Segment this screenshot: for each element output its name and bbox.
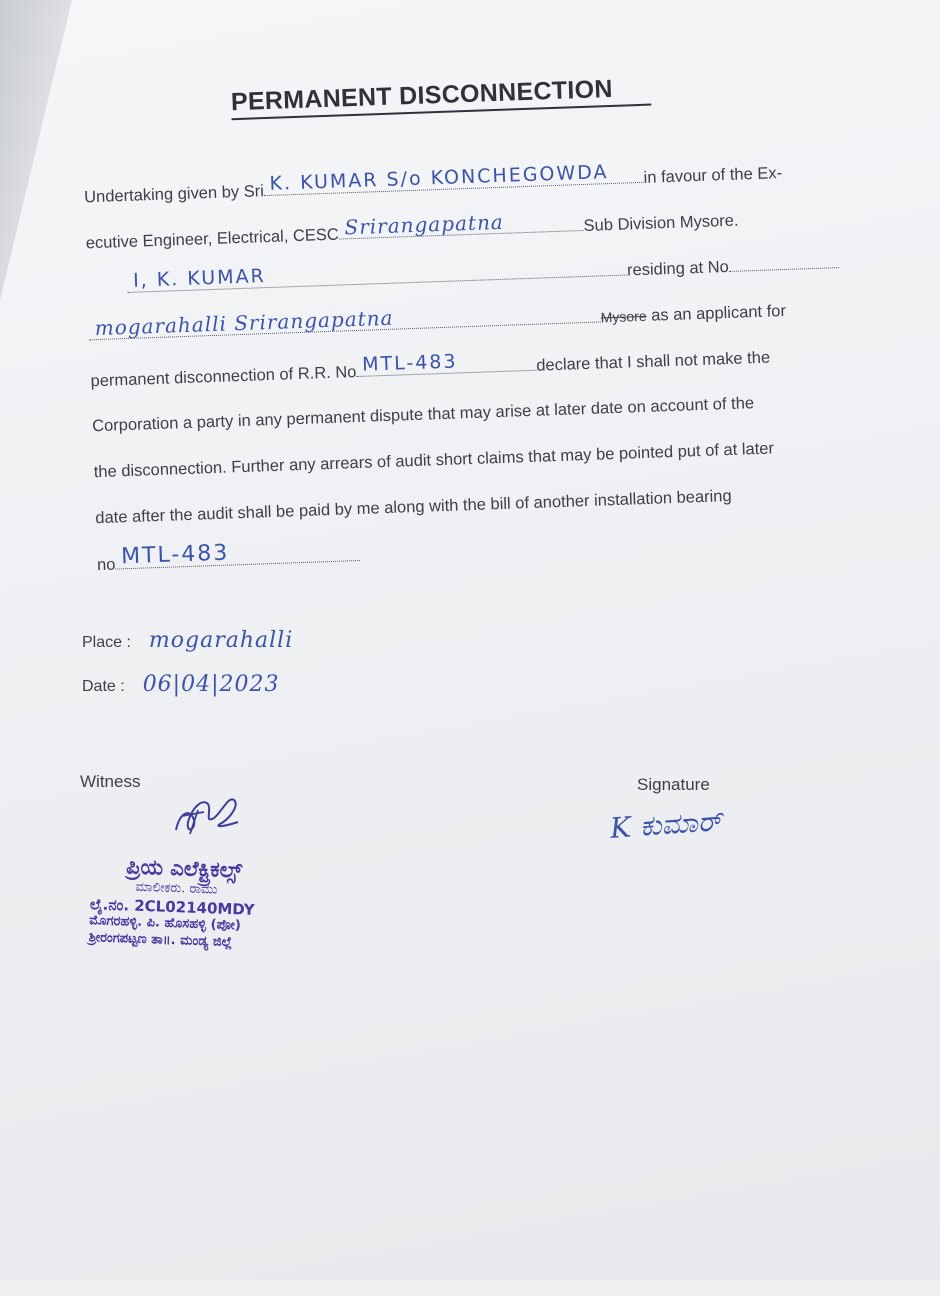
signature-label: Signature xyxy=(637,775,710,794)
place-field xyxy=(82,628,293,653)
stamp-line-1: ಪ್ರಿಯ ಎಲೆಕ್ಟ್ರಿಕಲ್ಸ್ xyxy=(125,854,243,883)
line5-suffix: declare that I shall not make the xyxy=(536,348,771,375)
installation-number-field xyxy=(115,542,361,570)
line2-suffix: Sub Division Mysore. xyxy=(583,211,739,235)
stamp-line-3: ಲೈ.ನಂ. 2CL02140MDY xyxy=(89,894,255,919)
declarant-name-value: I, K. KUMAR xyxy=(132,265,267,292)
subdivision-field xyxy=(338,209,584,240)
undertaking-line-2 xyxy=(85,204,815,255)
line1-suffix: in favour of the Ex- xyxy=(643,164,783,187)
witness-signature-mark xyxy=(168,790,248,845)
line9-prefix: no xyxy=(96,555,116,575)
page-title: PERMANENT DISCONNECTION xyxy=(230,74,651,121)
struck-city: Mysore xyxy=(600,307,647,326)
stamp-line-2: ಮಾಲೀಕರು. ರಾಮು xyxy=(135,879,218,898)
subdivision-value: Srirangapatna xyxy=(344,209,505,240)
undertaking-line-5 xyxy=(90,342,820,393)
rr-number-field xyxy=(356,352,537,377)
witness-label: Witness xyxy=(80,772,141,791)
place-label: Place : xyxy=(82,634,131,651)
address-field xyxy=(89,303,601,340)
stamp-line-4: ಮೊಗರಹಳ್ಳಿ. ಪಿ. ಹೊಸಹಳ್ಳಿ (ಪೋ) xyxy=(89,913,242,934)
address-value: mogarahalli Srirangapatna xyxy=(94,305,394,341)
stamp-line-5: ಶ್ರೀರಂಗಪಟ್ಟಣ ತಾ॥. ಮಂಡ್ಯ ಜಿಲ್ಲೆ xyxy=(88,929,233,950)
undertaking-line-7: the disconnection. Further any arrears of audit short claims that may be pointed put of at later xyxy=(93,439,775,482)
line3-suffix: residing at No xyxy=(626,257,730,280)
date-value: 06|04|2023 xyxy=(142,672,280,697)
undertaking-line-1 xyxy=(84,158,814,209)
date-label: Date : xyxy=(82,678,125,695)
place-value: mogarahalli xyxy=(148,628,294,653)
undertaking-line-8: date after the audit shall be paid by me along with the bill of another installation bearing xyxy=(95,486,732,528)
line4-suffix: as an applicant for xyxy=(650,301,787,325)
line2-prefix: ecutive Engineer, Electrical, CESC xyxy=(85,225,340,253)
residence-number-field xyxy=(728,249,839,272)
applicant-signature: K ಕುಮಾರ್ xyxy=(608,804,723,845)
undertaking-line-6: Corporation a party in any permanent dispute that may arise at later date on account of the xyxy=(91,394,755,436)
undertaking-line-9 xyxy=(97,526,827,577)
undertaking-line-4 xyxy=(89,296,819,347)
date-field xyxy=(82,672,280,697)
installation-number-value: MTL-483 xyxy=(120,540,230,570)
line5-prefix: permanent disconnection of R.R. No xyxy=(90,363,357,391)
line1-prefix: Undertaking given by Sri xyxy=(83,182,265,207)
applicant-name-value: K. KUMAR S/o KONCHEGOWDA xyxy=(269,161,609,195)
applicant-name-field xyxy=(263,161,643,196)
declarant-name-field xyxy=(127,257,627,293)
witness-stamp xyxy=(88,852,256,951)
rr-number-value: MTL-483 xyxy=(361,350,458,376)
undertaking-line-3 xyxy=(87,250,817,301)
